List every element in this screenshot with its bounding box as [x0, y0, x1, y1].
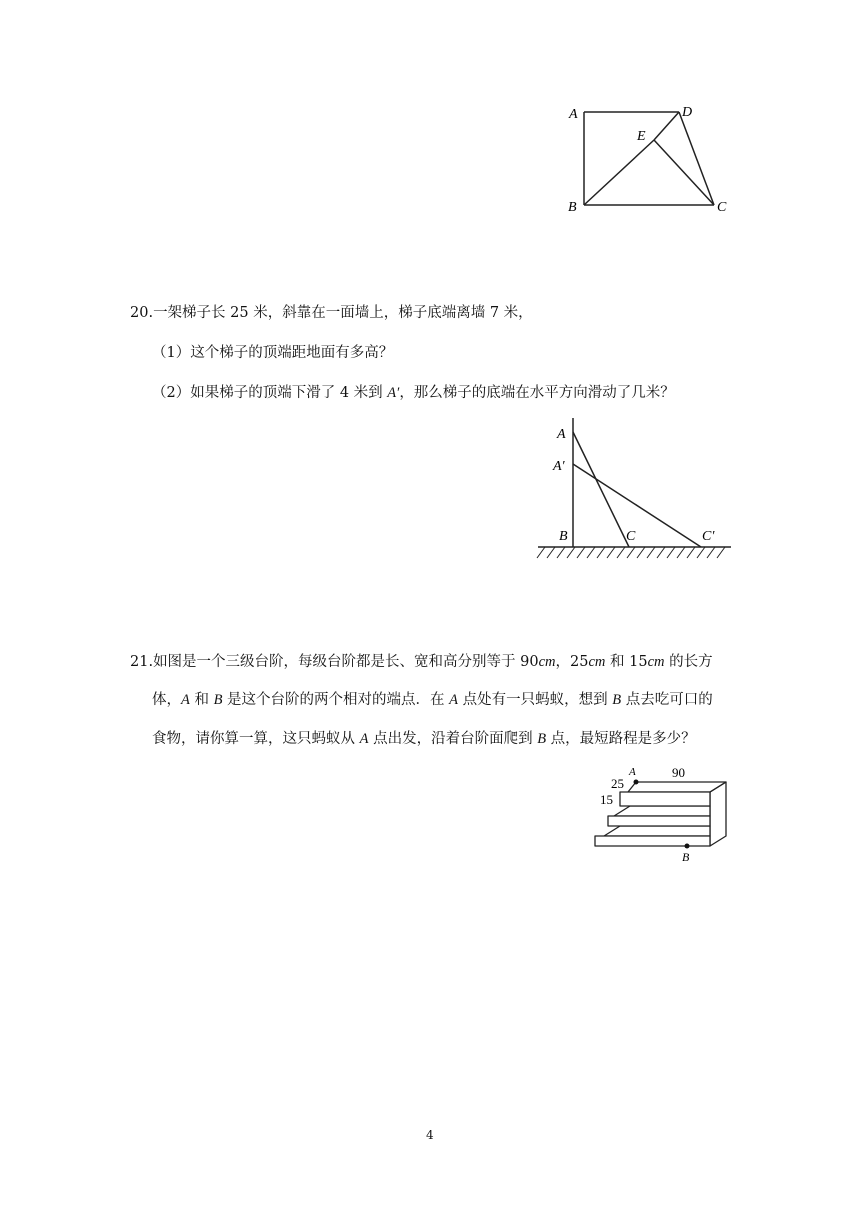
label-a: A [569, 107, 578, 122]
text: 体， [152, 692, 181, 708]
point-b [685, 844, 690, 849]
question-20-stem [130, 303, 533, 323]
label-b: B [568, 200, 577, 215]
label-a: A [557, 427, 566, 442]
segment-dc [679, 112, 714, 205]
label-b: B [559, 529, 568, 544]
label-c: C [626, 529, 636, 544]
figure-quadrilateral-abcd [560, 100, 740, 220]
ground-hatching [537, 547, 725, 558]
var-b: B [213, 692, 223, 708]
question-21-line-3 [152, 729, 696, 749]
part-2-text: （2）如果梯子的顶端下滑了 4 米到 [152, 385, 388, 401]
label-b: B [682, 850, 690, 864]
label-a-prime: A′ [553, 459, 565, 474]
side-face [710, 782, 726, 846]
segment-ec [654, 140, 714, 205]
step-1-top [604, 826, 710, 836]
label-e: E [637, 129, 646, 144]
var-b: B [537, 731, 547, 747]
label-a: A [629, 766, 636, 778]
point-a [634, 780, 639, 785]
question-21-line-2 [152, 690, 713, 710]
segment-be [584, 140, 654, 205]
label-d: D [682, 105, 693, 120]
segment-ed [654, 112, 679, 140]
var-a: A [359, 731, 369, 747]
var-a-prime: A′ [387, 385, 400, 401]
text: 和 15 [605, 654, 648, 670]
text: 点出发，沿着台阶面爬到 [368, 731, 538, 747]
var-a: A [449, 692, 459, 708]
text: 食物，请你算一算，这只蚂蚁从 [152, 731, 360, 747]
figure-ladder [535, 414, 735, 564]
label-height: 15 [600, 792, 613, 807]
unit-cm: cm [588, 654, 606, 670]
unit-cm: cm [647, 654, 665, 670]
step-3-front [620, 792, 710, 806]
text: 和 [189, 692, 214, 708]
step-1-front [595, 836, 710, 846]
question-number: 20. [130, 305, 154, 321]
text: 点，最短路程是多少？ [546, 731, 696, 747]
label-length: 90 [672, 765, 685, 780]
question-number: 21. [130, 654, 154, 670]
question-20-part-2 [152, 383, 675, 403]
ladder-ac [573, 432, 629, 547]
figure-staircase [590, 760, 740, 870]
label-c-prime: C′ [702, 529, 715, 544]
page-number: 4 [426, 1128, 434, 1142]
step-2-top [614, 806, 710, 816]
part-2-text-end: ，那么梯子的底端在水平方向滑动了几米？ [399, 385, 675, 401]
text: 的长方 [664, 654, 713, 670]
unit-cm: cm [538, 654, 556, 670]
text: 是这个台阶的两个相对的端点．在 [222, 692, 450, 708]
text: 点处有一只蚂蚁，想到 [458, 692, 613, 708]
question-21-line-1 [130, 652, 713, 672]
question-20-part-1: （1）这个梯子的顶端距地面有多高？ [152, 345, 394, 361]
text: ，25 [555, 654, 589, 670]
label-c: C [717, 200, 727, 215]
text: 如图是一个三级台阶，每级台阶都是长、宽和高分别等于 90 [153, 654, 539, 670]
text: 点去吃可口的 [621, 692, 713, 708]
var-a: A [181, 692, 190, 708]
label-width: 25 [611, 776, 624, 791]
ladder-a-prime-c-prime [573, 464, 701, 547]
step-2-front [608, 816, 710, 826]
var-b: B [612, 692, 622, 708]
question-text: 一架梯子长 25 米，斜靠在一面墙上，梯子底端离墙 7 米， [153, 305, 533, 321]
